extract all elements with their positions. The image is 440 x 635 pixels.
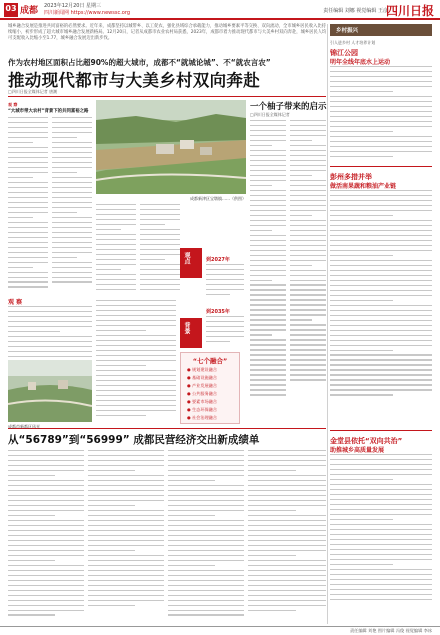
mid-article-title: 一个柚子带来的启示 [250, 102, 327, 112]
left-sub-title: “大城市带大农村”背景下的共同富裕之路 [8, 109, 89, 114]
left-section-marker: 观 察 [8, 299, 23, 306]
right-story2-body [330, 190, 432, 426]
right-story1-subtitle: 明年全线年底水上运动 [330, 59, 391, 66]
main-headline: 推动现代都市与大美乡村双向奔赴 [8, 71, 260, 90]
section-title: 成都 [20, 6, 39, 16]
main-byline: □四川日报全媒体记者 唐潮 [8, 89, 58, 94]
photo-caption: 成都新津区宝墩镇……（供图） [190, 196, 246, 201]
insert-item: ● 社会治理融合 [187, 415, 218, 420]
viewpoint-tag: 观点 [180, 248, 202, 278]
village-photo-illustration [96, 100, 246, 194]
right-column-header: 乡村振兴 [330, 24, 432, 36]
milestone-2035: 到2035年 [206, 309, 230, 315]
article-column-1 [8, 117, 48, 295]
milestone-2027: 到2027年 [206, 257, 230, 263]
background-tag: 背景 [180, 318, 202, 348]
insert-item: ● 生态环保融合 [187, 407, 218, 412]
milestone-2027-text [206, 264, 244, 304]
headline-divider [8, 96, 326, 97]
village-aerial-photo [96, 100, 246, 194]
article-column-3 [96, 204, 136, 294]
page-number-badge: 03 [4, 3, 18, 17]
article-column-6 [96, 300, 176, 422]
right-story3-title: 金堂县依托“双向共治” [330, 437, 403, 445]
right-story1-title: 锦江公园 [330, 49, 358, 57]
right-story1-body [330, 66, 432, 162]
masthead [0, 0, 440, 20]
city-photo-illustration [8, 360, 92, 422]
milestone-2035-text [206, 316, 244, 348]
column-separator [327, 24, 328, 624]
right-divider-2 [330, 430, 432, 431]
left-sub-label: 观 察 [8, 102, 18, 107]
right-story2-subtitle: 做活南果蔬和粮油产业链 [330, 183, 397, 190]
insert-item: ● 要素市场融合 [187, 399, 218, 404]
second-headline: 从“56789”到“56999” 成都民营经济交出新成绩单 [8, 434, 260, 446]
mid-article-byline: □四川日报全媒体记者 [250, 112, 290, 117]
city-photo [8, 360, 92, 422]
insert-item: ● 产业发展融合 [187, 383, 218, 388]
article-column-7 [250, 120, 286, 420]
right-story3-subtitle: 助推城乡高质量发展 [330, 447, 385, 454]
headline-kicker: 作为农村地区面积占比超90%的超大城市，成都不“就城论城”、不“就农言农” [8, 58, 271, 67]
right-intro: 引人进乡村 人才培养计划 [330, 40, 376, 45]
seven-integration-box [180, 352, 240, 424]
second-article-column-2 [88, 450, 164, 620]
photo2-caption: 成都市新都区风光 [8, 424, 40, 429]
page-footer [0, 626, 440, 635]
website-link[interactable]: 四川新闻网 https://www.newssc.org [44, 10, 130, 16]
insert-item: ● 基础设施融合 [187, 375, 218, 380]
insert-item: ● 公共服务融合 [187, 391, 218, 396]
second-article-column-1 [8, 450, 84, 620]
article-column-8 [290, 120, 326, 420]
article-column-4 [140, 204, 180, 294]
issue-date: 2023年12月20日 星期三 [44, 3, 102, 9]
editor-credits: 责任编辑 刘娜 视觉编辑 王彦 [323, 8, 388, 14]
insert-item: ● 规划建设融合 [187, 367, 218, 372]
lead-paragraph: 城乡融合发展是推进共同富裕的必然要求。近年来，成都坚持以城带乡、以工促农，强化县域综合承载能力，推动城乡要素平等交换、双向流动，全市城乡居民收入比持续缩小，初步形成了超大城市城乡融合发展新格局。12月20日，记者从成都市农业农村局获悉，2023年，成都市着力推动现代都市与大美乡村双向奔赴，城乡居民人均可支配收入比缩小至1.77，城乡融合发展迈出新步伐。 [8, 24, 327, 41]
right-divider-1 [330, 166, 432, 167]
insert-title: “七个融合” [192, 357, 228, 365]
right-story2-title: 彭州多措并举 [330, 173, 372, 181]
right-story3-body [330, 454, 432, 620]
article-column-2 [52, 117, 92, 295]
footer-credits: 责任编辑 刘艳 图片编辑 冯俊 视觉编辑 李冰 [349, 628, 432, 633]
story-divider [8, 428, 326, 429]
newspaper-logo: 四川日报 [385, 4, 434, 18]
second-article-column-3 [168, 450, 244, 620]
second-article-column-4 [248, 450, 326, 620]
